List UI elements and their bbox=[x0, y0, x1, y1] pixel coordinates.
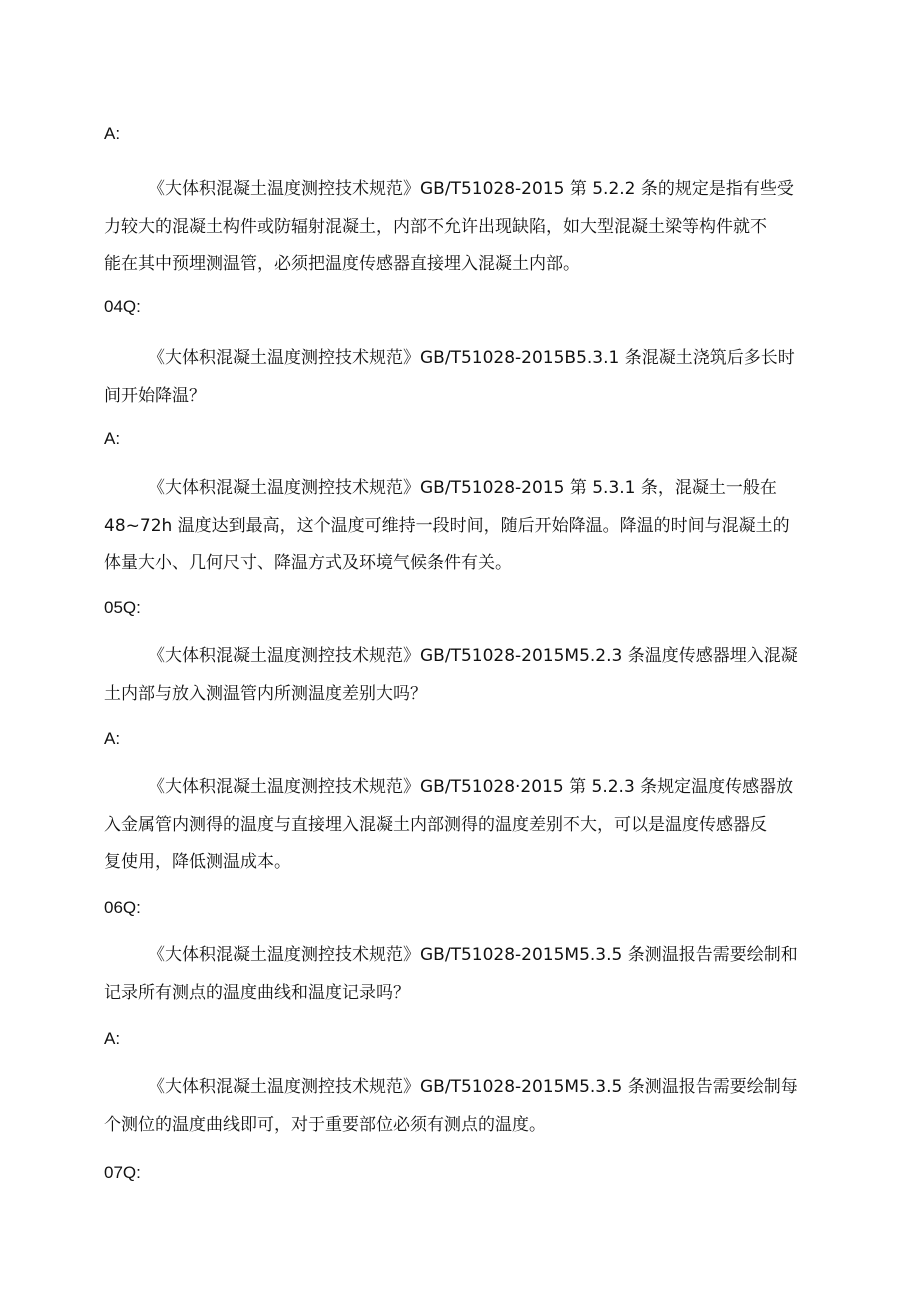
question-paragraph bbox=[104, 340, 844, 415]
question-label: 04Q: bbox=[104, 297, 141, 316]
paragraph-line: 入金属管内测得的温度与直接埋入混凝土内部测得的温度差别不大，可以是温度传感器反 bbox=[104, 814, 767, 835]
answer-paragraph bbox=[104, 470, 844, 583]
question-paragraph bbox=[104, 638, 844, 713]
answer-paragraph bbox=[104, 1069, 844, 1144]
question-paragraph bbox=[104, 937, 844, 1012]
question-label: 05Q: bbox=[104, 598, 141, 617]
paragraph-line: 《大体积混凝土温度测控技术规范》GB/T51028·2015 第 5.2.3 条规定温度传感器放 bbox=[148, 777, 794, 797]
paragraph-line: 能在其中预埋测温管，必须把温度传感器直接埋入混凝土内部。 bbox=[104, 254, 580, 274]
answer-label: A: bbox=[104, 124, 121, 143]
paragraph-line: 复使用，降低测温成本。 bbox=[104, 852, 291, 872]
paragraph-line: 48~72h 温度达到最高，这个温度可维持一段时间，随后开始降温。降温的时间与混凝土的 bbox=[104, 515, 790, 536]
paragraph-line: 体量大小、几何尺寸、降温方式及环境气候条件有关。 bbox=[104, 553, 512, 573]
question-label: 06Q: bbox=[104, 898, 141, 917]
answer-paragraph bbox=[104, 769, 844, 882]
paragraph-line: 《大体积混凝土温度测控技术规范》GB/T51028-2015 第 5.3.1 条，混凝土一般在 bbox=[148, 478, 777, 498]
answer-paragraph bbox=[104, 171, 844, 284]
paragraph-line: 《大体积混凝土温度测控技术规范》GB/T51028-2015M5.2.3 条温度传感器埋入混凝 bbox=[148, 646, 798, 666]
answer-label: A: bbox=[104, 729, 121, 748]
answer-label: A: bbox=[104, 1029, 121, 1048]
paragraph-line: 《大体积混凝土温度测控技术规范》GB/T51028-2015M5.3.5 条测温报告需要绘制每 bbox=[148, 1077, 798, 1097]
paragraph-line: 个测位的温度曲线即可，对于重要部位必须有测点的温度。 bbox=[104, 1114, 546, 1135]
answer-label: A: bbox=[104, 429, 121, 448]
paragraph-line: 《大体积混凝土温度测控技术规范》GB/T51028-2015M5.3.5 条测温报告需要绘制和 bbox=[148, 945, 798, 965]
question-label: 07Q: bbox=[104, 1163, 141, 1182]
paragraph-line: 力较大的混凝土构件或防辐射混凝土，内部不允许出现缺陷，如大型混凝土梁等构件就不 bbox=[104, 216, 767, 237]
paragraph-line: 土内部与放入测温管内所测温度差别大吗？ bbox=[104, 683, 427, 704]
paragraph-line: 间开始降温？ bbox=[104, 385, 206, 406]
paragraph-line: 《大体积混凝土温度测控技术规范》GB/T51028-2015B5.3.1 条混凝土浇筑后多长时 bbox=[148, 348, 795, 368]
paragraph-line: 《大体积混凝土温度测控技术规范》GB/T51028-2015 第 5.2.2 条的规定是指有些受 bbox=[148, 179, 794, 199]
paragraph-line: 记录所有测点的温度曲线和温度记录吗？ bbox=[104, 982, 410, 1003]
